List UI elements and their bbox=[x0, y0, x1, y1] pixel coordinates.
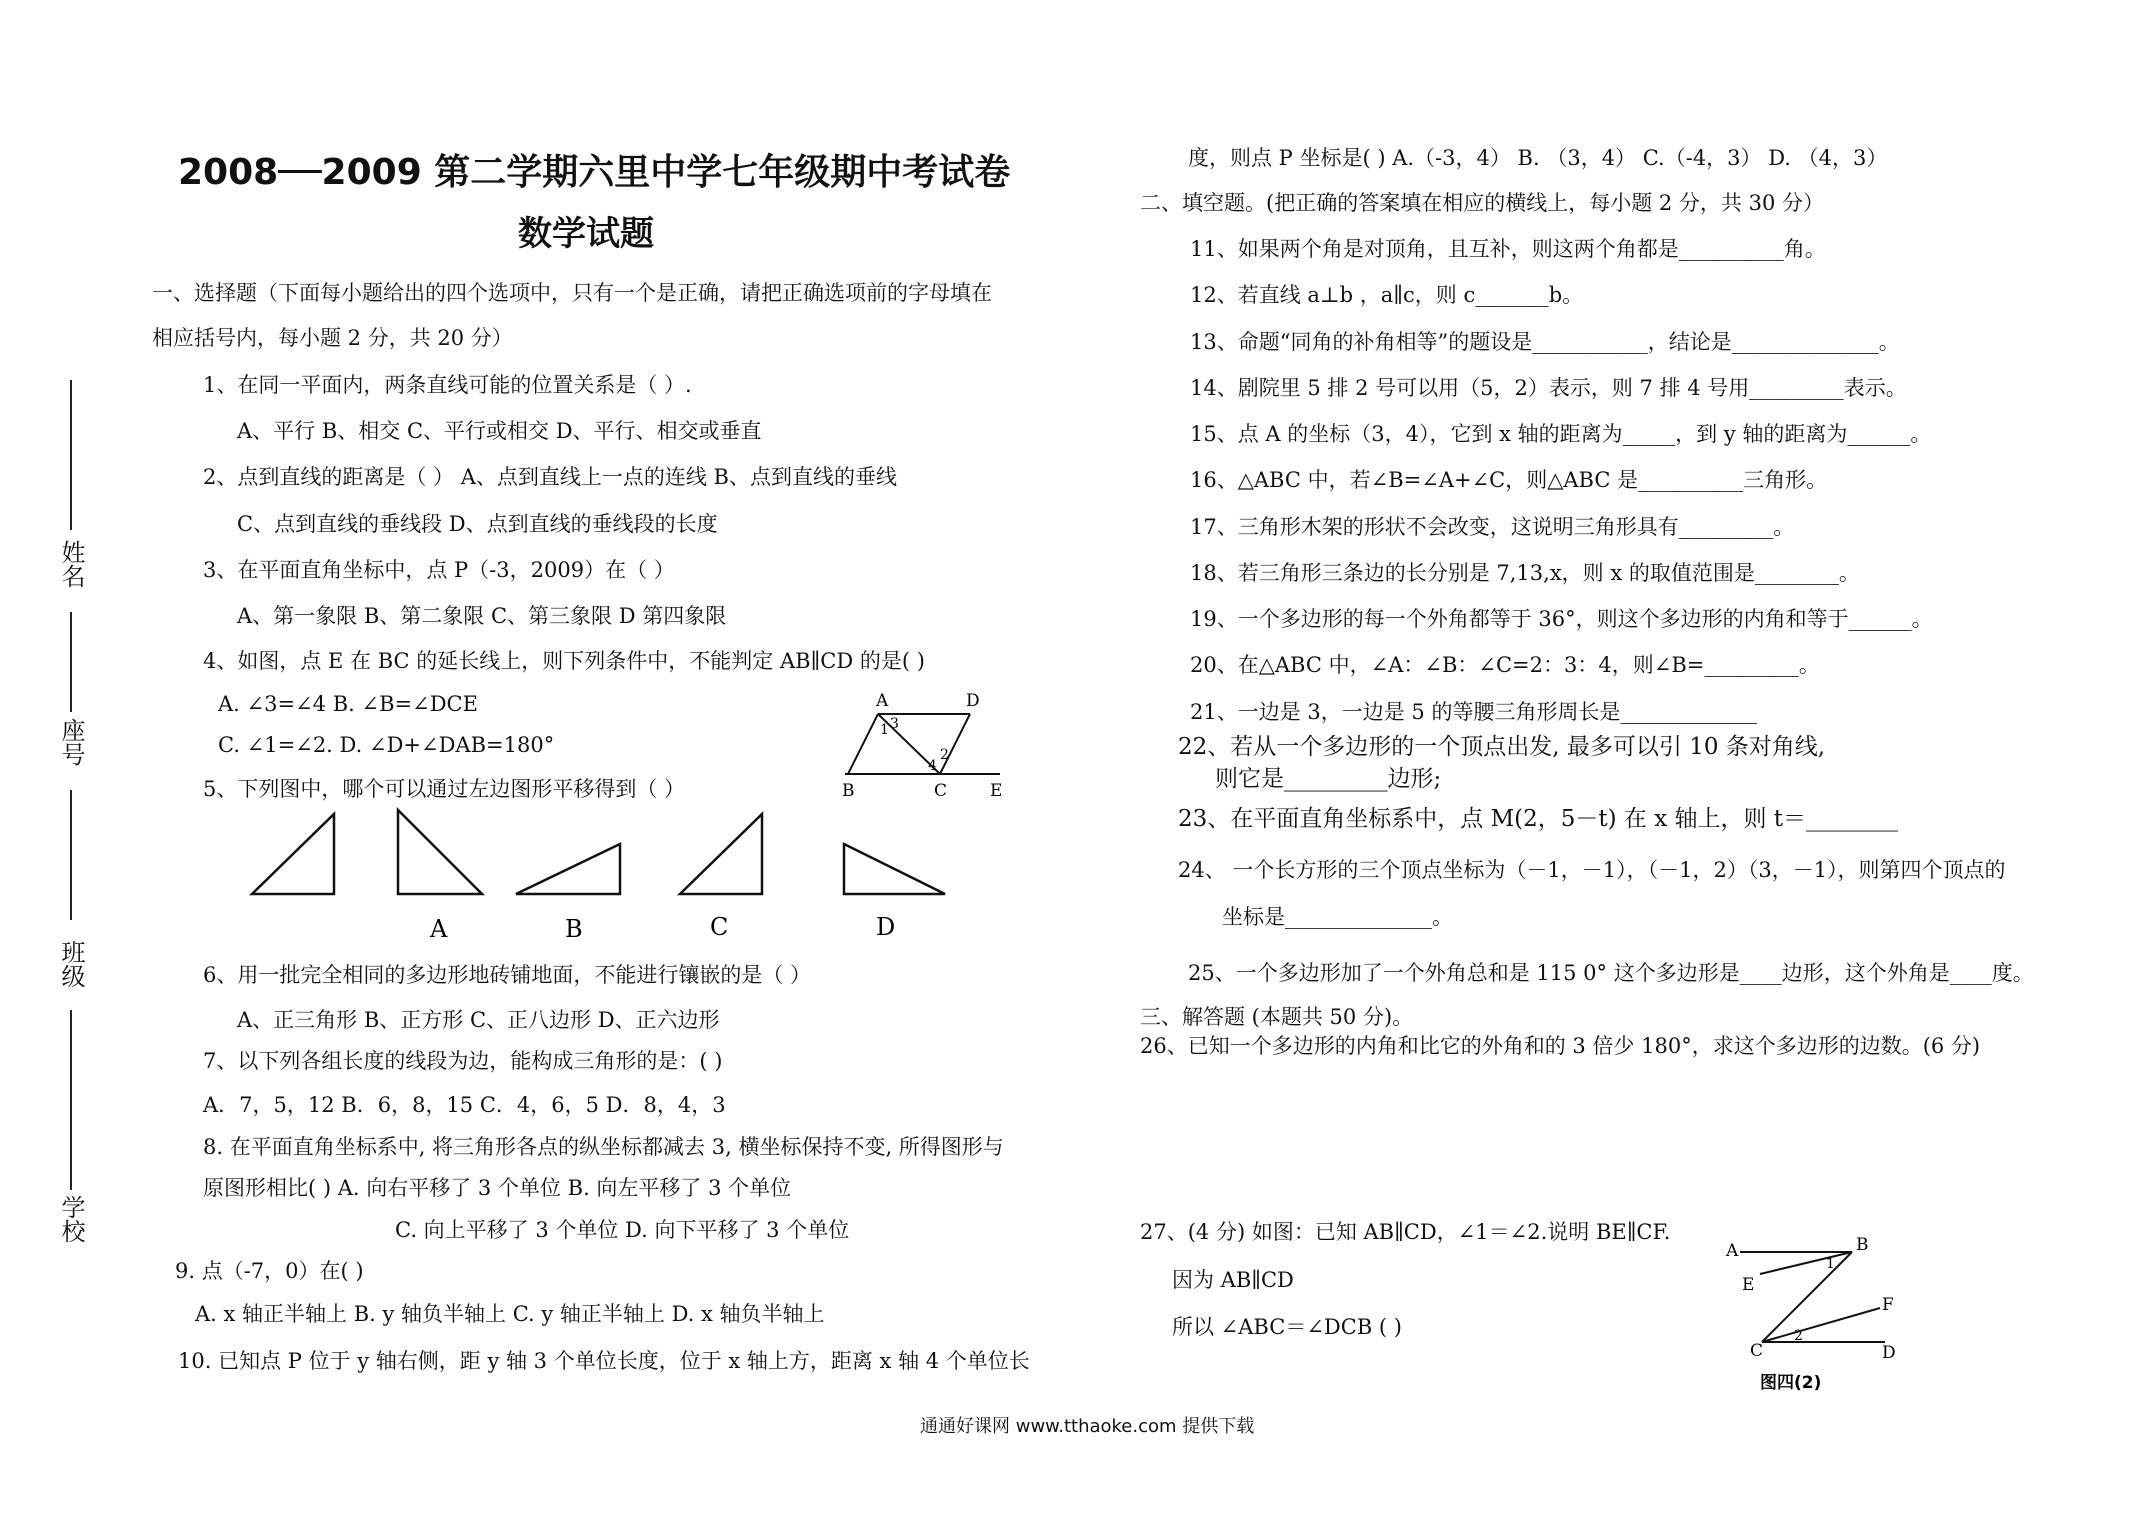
question-12: 12、若直线 a⊥b ，a∥c，则 c_______b。 bbox=[1190, 283, 1584, 307]
question-26: 26、已知一个多边形的内角和比它的外角和的 3 倍少 180°，求这个多边形的边数。(6 分) bbox=[1140, 1034, 1981, 1058]
angle-1: 1 bbox=[1826, 1256, 1835, 1272]
angle-1: 1 bbox=[880, 722, 889, 738]
question-3-options: A、第一象限 B、第二象限 C、第三象限 D 第四象限 bbox=[237, 604, 727, 628]
question-2-options: C、点到直线的垂线段 D、点到直线的垂线段的长度 bbox=[237, 512, 718, 536]
line-ab bbox=[848, 714, 878, 774]
label-a: A bbox=[876, 692, 889, 711]
label-e: E bbox=[990, 781, 1003, 801]
question-6: 6、用一批完全相同的多边形地砖铺地面，不能进行镶嵌的是（ ） bbox=[203, 963, 812, 987]
binding-line bbox=[70, 1010, 73, 1190]
section-1-heading: 一、选择题（下面每小题给出的四个选项中，只有一个是正确，请把正确选项前的字母填在 bbox=[152, 281, 992, 305]
question-4-options-b: C. ∠1=∠2. D. ∠D+∠DAB=180° bbox=[218, 733, 555, 757]
line-dc bbox=[940, 714, 970, 774]
label-d: D bbox=[1882, 1343, 1896, 1363]
question-8: 8. 在平面直角坐标系中, 将三角形各点的纵坐标都减去 3, 横坐标保持不变, 所得图形与 bbox=[203, 1135, 1004, 1159]
question-1-options: A、平行 B、相交 C、平行或相交 D、平行、相交或垂直 bbox=[237, 419, 762, 443]
question-4: 4、如图，点 E 在 BC 的延长线上，则下列条件中，不能判定 AB∥CD 的是( ) bbox=[203, 649, 925, 673]
section-1-heading-cont: 相应括号内，每小题 2 分，共 20 分） bbox=[152, 326, 513, 350]
question-24: 24、 一个长方形的三个顶点坐标为（－1，－1），（－1，2）（3，－1），则第四个顶点的 bbox=[1178, 858, 2006, 882]
figure-4-2 bbox=[1720, 1228, 1900, 1403]
original-triangle bbox=[252, 814, 334, 894]
question-22-cont: 则它是_________边形; bbox=[1215, 766, 1442, 792]
label-d: D bbox=[966, 692, 980, 711]
question-3: 3、在平面直角坐标中，点 P（-3，2009）在（ ） bbox=[203, 558, 675, 582]
question-10-cont: 度，则点 P 坐标是( ) A.（-3，4） B. （3，4） C.（-4，3） D. （4，3） bbox=[1188, 146, 1888, 170]
option-a-label: A bbox=[430, 915, 448, 943]
binding-line bbox=[70, 790, 73, 920]
label-b: B bbox=[842, 781, 855, 801]
line-be bbox=[1760, 1252, 1852, 1274]
section-3-heading: 三、解答题 (本题共 50 分)。 bbox=[1140, 1005, 1414, 1029]
section-2-heading: 二、填空题。(把正确的答案填在相应的横线上，每小题 2 分，共 30 分） bbox=[1140, 191, 1824, 215]
question-16: 16、△ABC 中，若∠B=∠A+∠C，则△ABC 是__________三角形。 bbox=[1190, 468, 1828, 492]
angle-3: 3 bbox=[890, 716, 899, 732]
question-20: 20、在△ABC 中，∠A：∠B：∠C=2：3：4，则∠B=_________。 bbox=[1190, 653, 1820, 677]
triangle-b bbox=[516, 844, 620, 894]
question-13: 13、命题“同角的补角相等”的题设是___________，结论是______________。 bbox=[1190, 330, 1900, 354]
question-14: 14、剧院里 5 排 2 号可以用（5，2）表示，则 7 排 4 号用_________表示。 bbox=[1190, 376, 1907, 400]
question-10: 10. 已知点 P 位于 y 轴右侧，距 y 轴 3 个单位长度，位于 x 轴上方，距离 x 轴 4 个单位长 bbox=[178, 1349, 1030, 1373]
question-1: 1、在同一平面内，两条直线可能的位置关系是（ ）. bbox=[203, 373, 692, 397]
exam-subtitle: 数学试题 bbox=[518, 214, 654, 254]
label-e: E bbox=[1742, 1275, 1755, 1295]
question-18: 18、若三角形三条边的长分别是 7,13,x，则 x 的取值范围是________。 bbox=[1190, 561, 1860, 585]
question-23: 23、在平面直角坐标系中，点 M(2，5－t) 在 x 轴上，则 t＝________ bbox=[1178, 806, 1899, 832]
question-5: 5、下列图中，哪个可以通过左边图形平移得到（ ） bbox=[203, 777, 686, 801]
question-2: 2、点到直线的距离是（ ） A、点到直线上一点的连线 B、点到直线的垂线 bbox=[203, 465, 897, 489]
question-19: 19、一个多边形的每一个外角都等于 36°，则这个多边形的内角和等于______。 bbox=[1190, 607, 1933, 631]
label-c: C bbox=[934, 781, 948, 801]
translation-figures bbox=[240, 800, 960, 950]
name-label: 姓名 bbox=[57, 540, 85, 588]
exam-title: 2008──2009 第二学期六里中学七年级期中考试卷 bbox=[178, 152, 1011, 193]
school-label: 学校 bbox=[57, 1195, 85, 1243]
angle-2: 2 bbox=[1794, 1328, 1803, 1344]
footer-source: 通通好课网 www.tthaoke.com 提供下载 bbox=[920, 1416, 1255, 1437]
angle-2: 2 bbox=[940, 747, 949, 763]
label-b: B bbox=[1856, 1235, 1869, 1255]
label-c: C bbox=[1750, 1341, 1764, 1361]
question-25: 25、一个多边形加了一个外角总和是 115 0° 这个多边形是____边形，这个外角是____度。 bbox=[1188, 961, 2034, 985]
question-8-options-a: 原图形相比( ) A. 向右平移了 3 个单位 B. 向左平移了 3 个单位 bbox=[203, 1176, 792, 1200]
question-7-options: A．7，5，12 B．6，8，15 C．4，6，5 D．8，4，3 bbox=[203, 1093, 726, 1117]
question-15: 15、点 A 的坐标（3，4），它到 x 轴的距离为_____，到 y 轴的距离为______。 bbox=[1190, 422, 1932, 446]
seat-label: 座号 bbox=[57, 718, 85, 766]
question-8-options-b: C. 向上平移了 3 个单位 D. 向下平移了 3 个单位 bbox=[395, 1218, 850, 1242]
question-17: 17、三角形木架的形状不会改变，这说明三角形具有_________。 bbox=[1190, 515, 1795, 539]
angle-4: 4 bbox=[928, 758, 937, 774]
binding-line bbox=[70, 380, 73, 530]
triangle-d bbox=[844, 844, 945, 894]
question-27-step-1: 因为 AB∥CD bbox=[1172, 1268, 1294, 1292]
question-9: 9. 点（-7，0）在( ) bbox=[175, 1259, 364, 1283]
question-27: 27、(4 分) 如图：已知 AB∥CD，∠1＝∠2.说明 BE∥CF. bbox=[1140, 1220, 1671, 1244]
option-c-label: C bbox=[710, 913, 729, 941]
question-11: 11、如果两个角是对顶角，且互补，则这两个角都是__________角。 bbox=[1190, 237, 1826, 261]
parallelogram-figure bbox=[840, 692, 1010, 802]
question-24-cont: 坐标是______________。 bbox=[1222, 905, 1453, 929]
question-9-options: A. x 轴正半轴上 B. y 轴负半轴上 C. y 轴正半轴上 D. x 轴负半轴上 bbox=[195, 1302, 825, 1326]
question-7: 7、以下列各组长度的线段为边，能构成三角形的是：( ) bbox=[203, 1049, 723, 1073]
binding-line bbox=[70, 612, 73, 712]
triangle-a bbox=[398, 810, 482, 894]
figure-caption: 图四(2) bbox=[1760, 1373, 1822, 1393]
label-a: A bbox=[1726, 1241, 1739, 1261]
class-label: 班级 bbox=[57, 940, 85, 988]
option-d-label: D bbox=[876, 913, 896, 941]
question-21: 21、一边是 3，一边是 5 的等腰三角形周长是_____________ bbox=[1190, 700, 1757, 724]
label-f: F bbox=[1882, 1295, 1894, 1315]
question-27-step-2: 所以 ∠ABC＝∠DCB ( ) bbox=[1172, 1315, 1402, 1339]
option-b-label: B bbox=[565, 915, 583, 943]
question-22: 22、若从一个多边形的一个顶点出发, 最多可以引 10 条对角线, bbox=[1178, 734, 1826, 760]
question-6-options: A、正三角形 B、正方形 C、正八边形 D、正六边形 bbox=[237, 1008, 720, 1032]
triangle-c bbox=[680, 814, 762, 894]
question-4-options-a: A. ∠3=∠4 B. ∠B=∠DCE bbox=[218, 692, 478, 716]
